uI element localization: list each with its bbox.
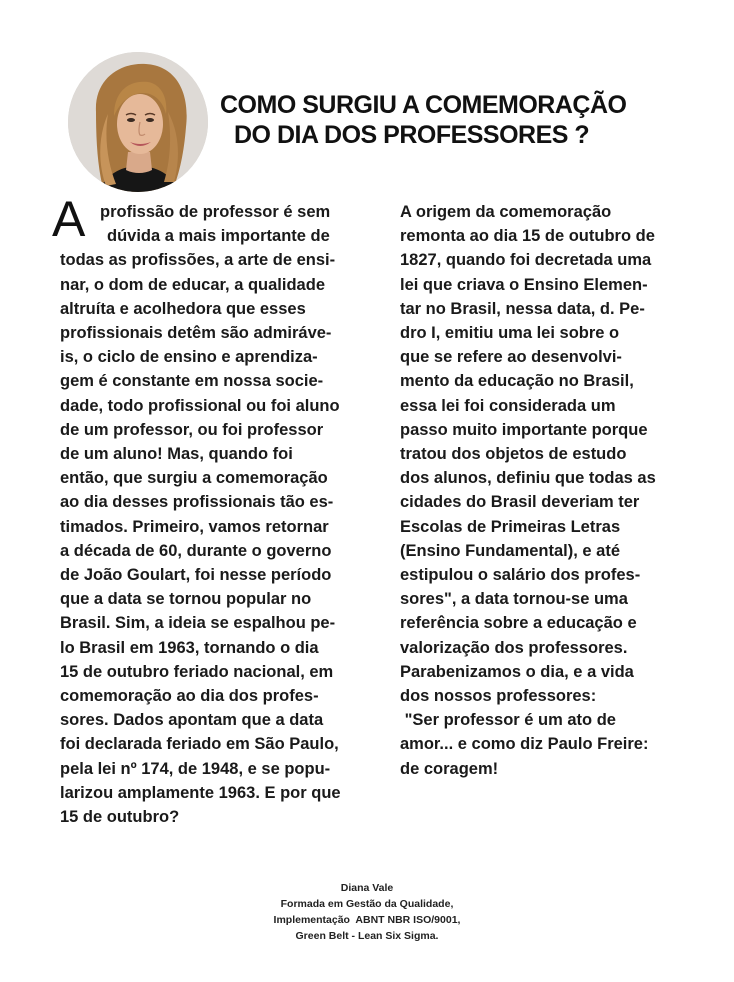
text-line: remonta ao dia 15 de outubro de bbox=[400, 227, 655, 246]
text-line: gem é constante em nossa socie- bbox=[60, 372, 324, 391]
author-credential: Green Belt - Lean Six Sigma. bbox=[295, 930, 439, 942]
text-line: a década de 60, durante o governo bbox=[60, 541, 332, 560]
author-portrait-image bbox=[68, 52, 208, 192]
right-text-column bbox=[400, 200, 700, 781]
text-line: lo Brasil em 1963, tornando o dia bbox=[60, 638, 319, 657]
drop-cap: A bbox=[52, 191, 86, 247]
text-line: todas as profissões, a arte de ensi- bbox=[60, 251, 336, 270]
text-line: de João Goulart, foi nesse período bbox=[60, 566, 332, 585]
author-photo bbox=[68, 52, 208, 192]
author-credential: Formada em Gestão da Qualidade, bbox=[280, 898, 454, 910]
text-line: larizou amplamente 1963. E por que bbox=[60, 783, 341, 802]
text-line: A origem da comemoração bbox=[400, 203, 612, 221]
text-line: dúvida a mais importante de bbox=[107, 227, 330, 246]
text-line: de coragem! bbox=[400, 759, 499, 778]
text-line: comemoração ao dia dos profes- bbox=[60, 687, 319, 706]
text-line: dos nossos professores: bbox=[400, 687, 597, 706]
text-line: mento da educação no Brasil, bbox=[400, 372, 634, 391]
text-line: 15 de outubro? bbox=[60, 808, 180, 827]
text-line: profissão de professor é sem bbox=[100, 203, 331, 221]
text-line: estipulou o salário dos profes- bbox=[400, 566, 641, 585]
text-line: timados. Primeiro, vamos retornar bbox=[60, 517, 329, 536]
text-line: is, o ciclo de ensino e aprendiza- bbox=[60, 348, 318, 367]
author-credential: Implementação ABNT NBR ISO/9001, bbox=[273, 914, 461, 926]
text-line: Escolas de Primeiras Letras bbox=[400, 517, 621, 536]
page-title bbox=[212, 90, 712, 150]
title-line-1: COMO SURGIU A COMEMORAÇÃO bbox=[220, 91, 627, 119]
text-line: Parabenizamos o dia, e a vida bbox=[400, 662, 634, 681]
text-line: que a data se tornou popular no bbox=[60, 590, 312, 609]
text-line: sores. Dados apontam que a data bbox=[60, 711, 324, 730]
text-line: tratou dos objetos de estudo bbox=[400, 445, 627, 464]
text-line: lei que criava o Ensino Elemen- bbox=[400, 275, 648, 294]
text-line: dade, todo profissional ou foi aluno bbox=[60, 396, 340, 415]
text-line: "Ser professor é um ato de bbox=[400, 711, 616, 730]
text-line: nar, o dom de educar, a qualidade bbox=[60, 275, 325, 294]
text-line: pela lei nº 174, de 1948, e se popu- bbox=[60, 759, 331, 778]
text-line: Brasil. Sim, a ideia se espalhou pe- bbox=[60, 614, 336, 633]
author-credits bbox=[0, 880, 734, 944]
text-line: dos alunos, definiu que todas as bbox=[400, 469, 656, 488]
text-line: sores", a data tornou-se uma bbox=[400, 590, 628, 609]
text-line: cidades do Brasil deveriam ter bbox=[400, 493, 640, 512]
text-line: que se refere ao desenvolvi- bbox=[400, 348, 622, 367]
text-line: de um aluno! Mas, quando foi bbox=[60, 445, 293, 464]
author-name: Diana Vale bbox=[340, 882, 394, 894]
text-line: então, que surgiu a comemoração bbox=[60, 469, 328, 488]
text-line: altruíta e acolhedora que esses bbox=[60, 299, 306, 318]
text-line: amor... e como diz Paulo Freire: bbox=[400, 735, 649, 754]
text-line: 1827, quando foi decretada uma bbox=[400, 251, 652, 270]
text-line: de um professor, ou foi professor bbox=[60, 420, 324, 439]
text-line: tar no Brasil, nessa data, d. Pe- bbox=[400, 299, 645, 318]
text-line: 15 de outubro feriado nacional, em bbox=[60, 662, 334, 681]
text-line: foi declarada feriado em São Paulo, bbox=[60, 735, 339, 754]
text-line: (Ensino Fundamental), e até bbox=[400, 541, 621, 560]
text-line: profissionais detêm são admiráve- bbox=[60, 324, 332, 343]
text-line: essa lei foi considerada um bbox=[400, 396, 616, 415]
text-line: dro I, emitiu uma lei sobre o bbox=[400, 324, 620, 343]
title-line-2: DO DIA DOS PROFESSORES ? bbox=[234, 121, 590, 149]
text-line: passo muito importante porque bbox=[400, 420, 648, 439]
left-text-column bbox=[52, 191, 380, 829]
text-line: ao dia desses profissionais tão es- bbox=[60, 493, 334, 512]
text-line: valorização dos professores. bbox=[400, 638, 628, 657]
text-line: referência sobre a educação e bbox=[400, 614, 637, 633]
